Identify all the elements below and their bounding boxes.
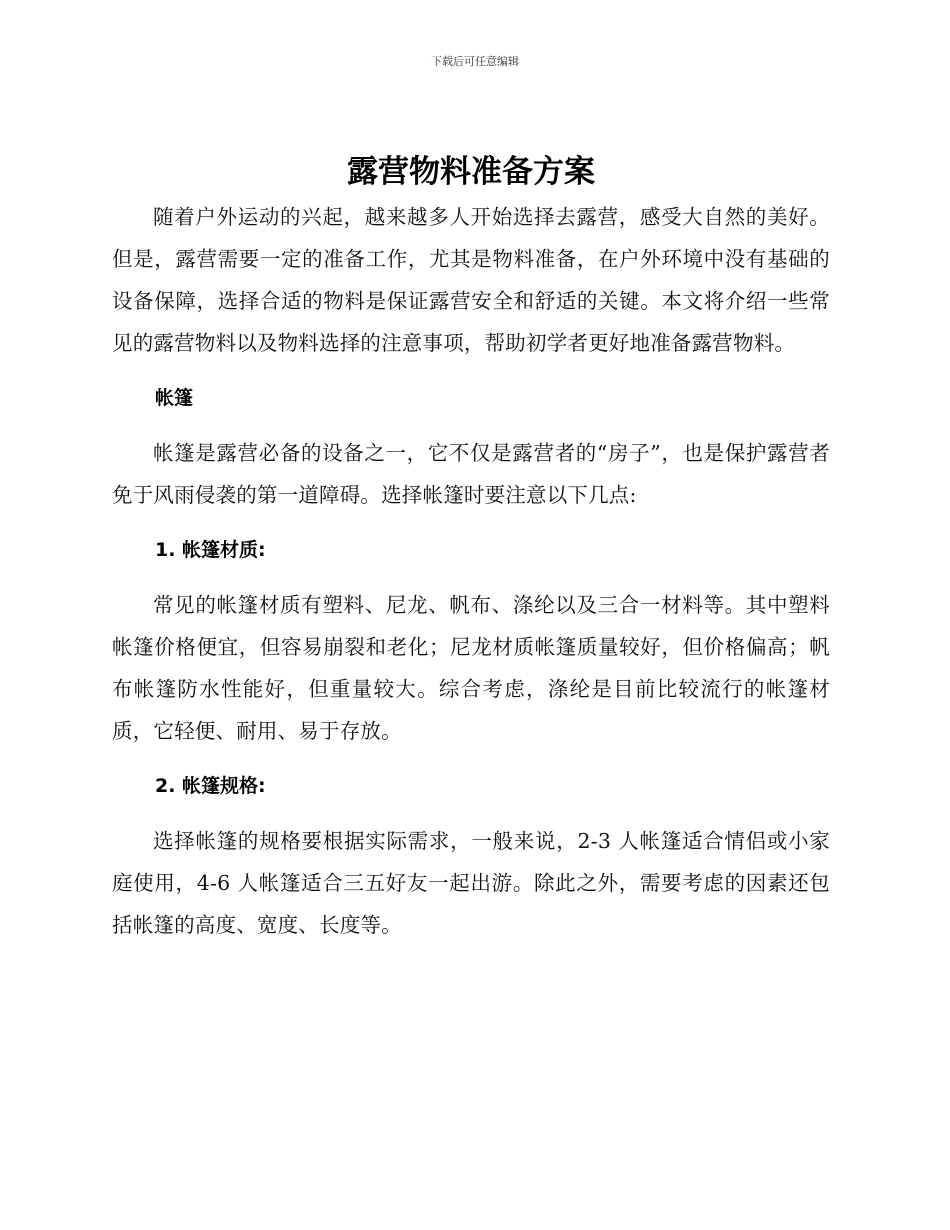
subheading-tent-size: 2. 帐篷规格: — [155, 775, 266, 797]
document-title: 露营物料准备方案 — [347, 154, 595, 190]
subheading-tent-material: 1. 帐篷材质: — [155, 539, 266, 561]
intro-paragraph: 随着户外运动的兴起，越来越多人开始选择去露营，感受大自然的美好。但是，露营需要一定的准备工作，尤其是物料准备，在户外环境中没有基础的设备保障，选择合适的物料是保证露营安全和舒适的关键。本文将介绍一些常见的露营物料以及物料选择的注意事项，帮助初学者更好地准备露营物料。 — [112, 205, 830, 355]
section-heading-tent: 帐篷 — [155, 387, 194, 409]
document-body — [112, 150, 830, 959]
tent-size-paragraph: 选择帐篷的规格要根据实际需求，一般来说，2-3 人帐篷适合情侣或小家庭使用，4-6 人帐篷适合三五好友一起出游。除此之外，需要考虑的因素还包括帐篷的高度、宽度、长度等。 — [112, 829, 830, 937]
header-note: 下载后可任意编辑 — [431, 55, 519, 68]
tent-material-paragraph: 常见的帐篷材质有塑料、尼龙、帆布、涤纶以及三合一材料等。其中塑料帐篷价格便宜，但容易崩裂和老化；尼龙材质帐篷质量较好，但价格偏高；帆布帐篷防水性能好，但重量较大。综合考虑，涤纶是目前比较流行的帐篷材质，它轻便、耐用、易于存放。 — [112, 593, 830, 743]
tent-paragraph: 帐篷是露营必备的设备之一，它不仅是露营者的“房子”，也是保护露营者免于风雨侵袭的第一道障碍。选择帐篷时要注意以下几点: — [112, 441, 830, 507]
